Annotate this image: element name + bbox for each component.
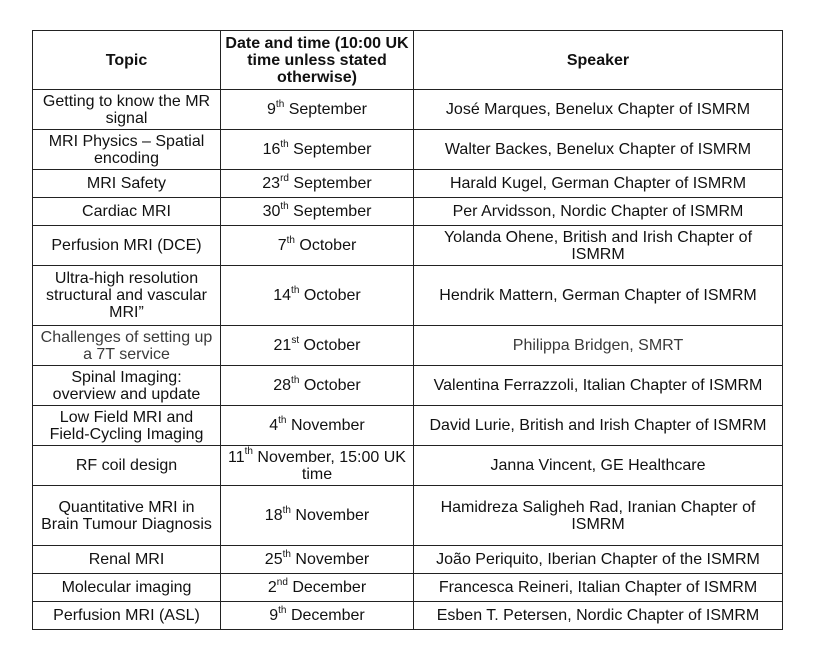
schedule-table: [32, 30, 783, 630]
date-ordinal-suffix: th: [244, 446, 253, 458]
date-ordinal-suffix: st: [291, 334, 300, 346]
date-day: 16: [262, 141, 281, 158]
date-ordinal-suffix: th: [282, 504, 291, 516]
table-row: [33, 266, 783, 326]
cell-speaker: Esben T. Petersen, Nordic Chapter of ISMRM: [414, 602, 783, 630]
cell-date: [221, 198, 414, 226]
table-row: [33, 366, 783, 406]
table-row: [33, 546, 783, 574]
table-row: [33, 90, 783, 130]
date-ordinal-suffix: th: [291, 284, 300, 296]
date-day: 28: [273, 377, 292, 394]
date-rest: October: [299, 377, 361, 394]
header-topic: Topic: [33, 31, 221, 90]
table-row: [33, 130, 783, 170]
date-ordinal-suffix: th: [282, 548, 291, 560]
table-row: [33, 406, 783, 446]
cell-date: [221, 266, 414, 326]
date-ordinal-suffix: th: [278, 414, 287, 426]
date-day: 21: [273, 337, 292, 354]
cell-date: [221, 486, 414, 546]
date-day: 14: [273, 287, 292, 304]
cell-speaker: Walter Backes, Benelux Chapter of ISMRM: [414, 130, 783, 170]
cell-topic: Getting to know the MR signal: [33, 90, 221, 130]
cell-topic: Low Field MRI and Field-Cycling Imaging: [33, 406, 221, 446]
cell-topic: Renal MRI: [33, 546, 221, 574]
date-rest: September: [288, 203, 372, 220]
cell-speaker: Yolanda Ohene, British and Irish Chapter of ISMRM: [414, 226, 783, 266]
cell-topic: RF coil design: [33, 446, 221, 486]
cell-date: [221, 170, 414, 198]
cell-topic: Challenges of setting up a 7T service: [33, 326, 221, 366]
table-row: [33, 170, 783, 198]
cell-speaker: Francesca Reineri, Italian Chapter of ISMRM: [414, 574, 783, 602]
date-day: 7: [277, 237, 287, 254]
date-day: 23: [262, 175, 281, 192]
date-day: 11: [228, 448, 245, 466]
cell-date: [221, 546, 414, 574]
date-ordinal-suffix: th: [275, 98, 285, 110]
date-rest: September: [284, 101, 367, 118]
cell-topic: Molecular imaging: [33, 574, 221, 602]
cell-speaker: David Lurie, British and Irish Chapter of ISMRM: [414, 406, 783, 446]
header-speaker: Speaker: [414, 31, 783, 90]
date-rest: November: [290, 551, 370, 568]
date-ordinal-suffix: th: [278, 604, 287, 616]
date-rest: October: [299, 287, 361, 304]
cell-topic: MRI Safety: [33, 170, 221, 198]
cell-date: [221, 326, 414, 366]
date-ordinal-suffix: th: [286, 234, 295, 246]
cell-date: [221, 226, 414, 266]
cell-date: [221, 574, 414, 602]
table-row: [33, 486, 783, 546]
cell-speaker: Hendrik Mattern, German Chapter of ISMRM: [414, 266, 783, 326]
date-rest: September: [288, 175, 372, 192]
cell-topic: MRI Physics – Spatial encoding: [33, 130, 221, 170]
cell-date: [221, 602, 414, 630]
date-day: 9: [267, 101, 276, 118]
cell-topic: Spinal Imaging: overview and update: [33, 366, 221, 406]
table-row: [33, 226, 783, 266]
cell-date: [221, 130, 414, 170]
cell-topic: Perfusion MRI (ASL): [33, 602, 221, 630]
header-row: [33, 31, 783, 90]
cell-speaker: Per Arvidsson, Nordic Chapter of ISMRM: [414, 198, 783, 226]
cell-date: [221, 406, 414, 446]
date-rest: December: [287, 579, 367, 596]
table-row: [33, 198, 783, 226]
cell-date: [221, 446, 414, 486]
date-ordinal-suffix: nd: [276, 576, 288, 588]
table-row: [33, 446, 783, 486]
date-ordinal-suffix: rd: [280, 172, 289, 184]
table-row: [33, 602, 783, 630]
cell-speaker: Philippa Bridgen, SMRT: [414, 326, 783, 366]
cell-speaker: Hamidreza Saligheh Rad, Iranian Chapter of ISMRM: [414, 486, 783, 546]
cell-date: [221, 366, 414, 406]
date-rest: November, 15:00 UK time: [252, 448, 411, 483]
date-day: 4: [269, 417, 279, 434]
cell-speaker: Valentina Ferrazzoli, Italian Chapter of ISMRM: [414, 366, 783, 406]
date-day: 9: [269, 607, 279, 624]
cell-topic: Perfusion MRI (DCE): [33, 226, 221, 266]
date-rest: December: [286, 607, 365, 624]
header-date: Date and time (10:00 UK time unless stated otherwise): [221, 31, 414, 90]
cell-topic: Ultra-high resolution structural and vascular MRI”: [33, 266, 221, 326]
date-ordinal-suffix: th: [291, 374, 300, 386]
date-rest: September: [288, 141, 372, 158]
table-row: [33, 326, 783, 366]
cell-speaker: José Marques, Benelux Chapter of ISMRM: [414, 90, 783, 130]
cell-topic: Quantitative MRI in Brain Tumour Diagnosis: [33, 486, 221, 546]
date-rest: November: [290, 507, 370, 524]
date-day: 2: [267, 579, 277, 596]
table-row: [33, 574, 783, 602]
cell-speaker: Harald Kugel, German Chapter of ISMRM: [414, 170, 783, 198]
date-rest: November: [286, 417, 365, 434]
date-day: 18: [264, 507, 283, 524]
date-day: 30: [262, 203, 281, 220]
cell-speaker: Janna Vincent, GE Healthcare: [414, 446, 783, 486]
cell-date: [221, 90, 414, 130]
cell-topic: Cardiac MRI: [33, 198, 221, 226]
date-day: 25: [264, 551, 283, 568]
cell-speaker: João Periquito, Iberian Chapter of the ISMRM: [414, 546, 783, 574]
date-rest: October: [294, 237, 357, 254]
date-ordinal-suffix: th: [280, 138, 289, 150]
date-rest: October: [299, 337, 361, 354]
date-ordinal-suffix: th: [280, 200, 289, 212]
